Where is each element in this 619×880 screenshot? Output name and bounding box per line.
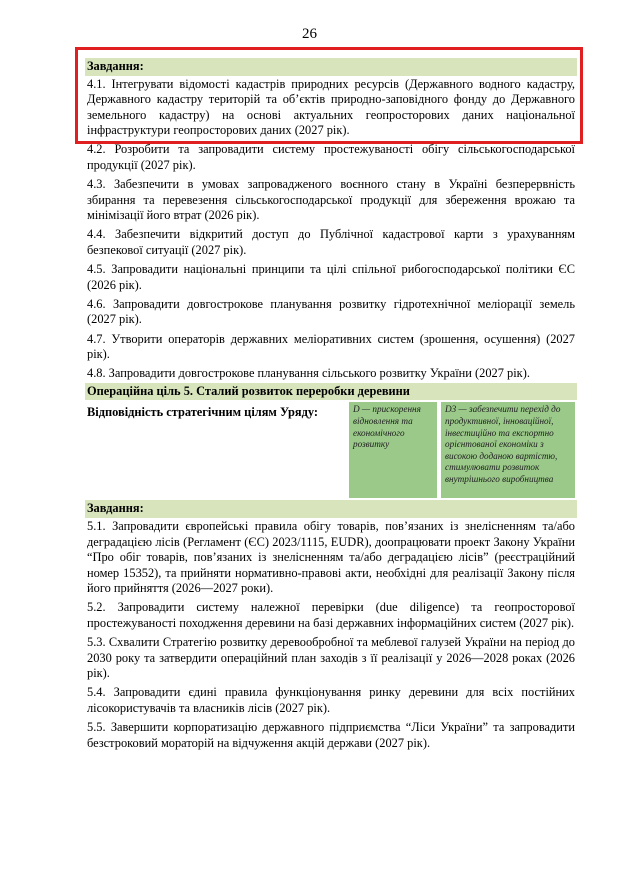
task-item: 4.8. Запровадити довгострокове планування сільського розвитку України (2027 рік). xyxy=(87,366,530,381)
page-number: 26 xyxy=(302,26,317,42)
tasks-header: Завдання: xyxy=(85,500,577,518)
document-body xyxy=(85,58,577,754)
task-item: 4.1. Інтегрувати відомості кадастрів природних ресурсів (Державного водного кадастру, Державного кадастру територій та об’єктів природно-заповідного фонду до Державного земельного кадастру) на основі актуальних геопросторових даних національної інфраструктури геопросторових даних (2027 рік). xyxy=(87,76,575,138)
task-item: 5.2. Запровадити систему належної перевірки (due diligence) та геопросторової простежуваності походження деревини на базі державних інформаційних систем (2027 рік). xyxy=(87,600,575,631)
operational-goal-title: Операційна ціль 5. Сталий розвиток переробки деревини xyxy=(85,383,577,401)
alignment-label: Відповідність стратегічним цілям Уряду: xyxy=(87,405,319,420)
task-item: 5.1. Запровадити європейські правила обігу товарів, пов’язаних із знелісненням та/або деградацією лісів (Регламент (ЄС) 2023/1115, EUDR), доопрацювати проект Закону України “Про обіг товарів, пов’язаних із знелісненням та/або деградацією лісів” (реєстраційний номер 15352), та прийняти нормативно-правові акти, необхідні для реалізації Закону після його прийняття (2026—2027 роки). xyxy=(87,518,575,596)
task-item: 5.5. Завершити корпоратизацію державного підприємства “Ліси України” та запровадити безстроковий мораторій на відчуження акцій держави (2027 рік). xyxy=(87,720,575,750)
task-item: 4.2. Розробити та запровадити систему простежуваності обігу сільськогосподарської продукції (2027 рік). xyxy=(87,142,575,173)
task-item: 4.3. Забезпечити в умовах запровадженого воєнного стану в Україні безперервність збирання та перевезення сільськогосподарської продукції для збереження врожаю та мінімізації його втрат (2026 рік). xyxy=(87,177,575,223)
task-item: 4.7. Утворити операторів державних меліоративних систем (зрошення, осушення) (2027 рік). xyxy=(87,331,575,362)
task-item: 4.4. Забезпечити відкритий доступ до Публічної кадастрової карти з урахуванням безпекової ситуації (2027 рік). xyxy=(87,227,575,258)
government-goal-d: D — прискорення відновлення та економічного розвитку xyxy=(349,402,437,498)
task-item: 4.6. Запровадити довгострокове планування розвитку гідротехнічної меліорації земель (2027 рік). xyxy=(87,296,575,327)
government-goal-d3: D3 — забезпечити перехід до продуктивної, інноваційної, інвестиційно та експортно орієнтованої економіки з високою доданою вартістю, стимулювати розвиток внутрішнього виробництва xyxy=(441,402,575,498)
task-item: 4.5. Запровадити національні принципи та цілі спільної рибогосподарської політики ЄС (2026 рік). xyxy=(87,262,575,292)
task-item: 5.4. Запровадити єдині правила функціонування ринку деревини для всіх постійних лісокористувачів та власників лісів (2027 рік). xyxy=(87,685,575,715)
tasks-header: Завдання: xyxy=(85,58,577,76)
task-item: 5.3. Схвалити Стратегію розвитку деревообробної та меблевої галузей України на період до 2030 року та затвердити операційний план заходів з її реалізації у 2026—2028 роках (2026 рік). xyxy=(87,635,575,681)
goal-alignment-row xyxy=(85,402,577,498)
